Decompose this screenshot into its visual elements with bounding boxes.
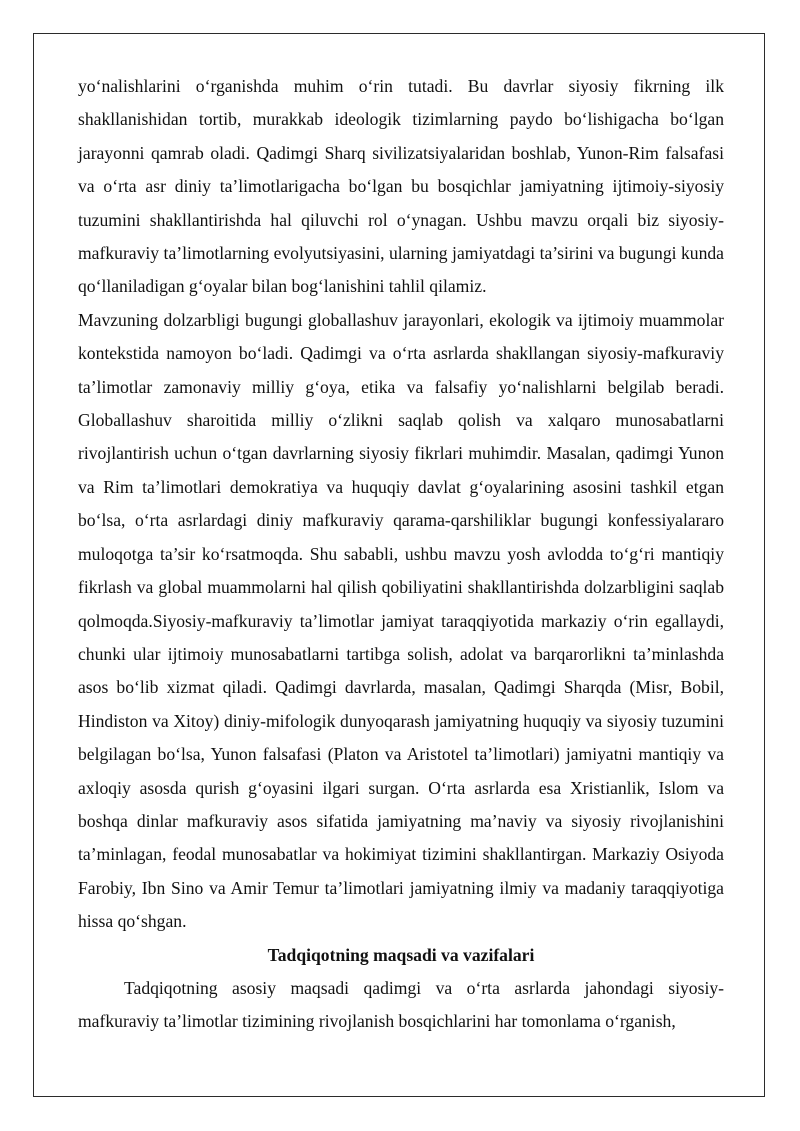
document-body <box>78 70 724 1039</box>
paragraph-research-goal: Tadqiqotning asosiy maqsadi qadimgi va o‘rta asrlarda jahondagi siyosiy-mafkuraviy ta’limotlar tizimining rivojlanish bosqichlarini har tomonlama o‘rganish, <box>78 977 724 1032</box>
paragraph-intro-continuation: yo‘nalishlarini o‘rganishda muhim o‘rin tutadi. Bu davrlar siyosiy fikrning ilk shakllanishidan tortib, murakkab ideologik tizimlarning paydo bo‘lishigacha bo‘lgan jarayonni qamrab oladi. Qadimgi Sharq sivilizatsiyalaridan boshlab, Yunon-Rim falsafasi va o‘rta asr diniy ta’limotlarigacha bo‘lgan bu bosqichlar jamiyatning ijtimoiy-siyosiy tuzumini shakllantirishda hal qiluvchi rol o‘ynagan. Ushbu mavzu orqali biz siyosiy-mafkuraviy ta’limotlarning evolyutsiyasini, ularning jamiyatdagi ta’sirini va bugungi kunda qo‘llaniladigan g‘oyalar bilan bog‘lanishini tahlil qilamiz. <box>78 76 724 297</box>
section-heading: Tadqiqotning maqsadi va vazifalari <box>267 944 535 965</box>
paragraph-relevance: Mavzuning dolzarbligi bugungi globallashuv jarayonlari, ekologik va ijtimoiy muammolar kontekstida namoyon bo‘ladi. Qadimgi va o‘rta asrlarda shakllangan siyosiy-mafkuraviy ta’limotlar zamonaviy milliy g‘oya, etika va falsafiy yo‘nalishlarni belgilab beradi. Globallashuv sharoitida milliy o‘zlikni saqlab qolish va xalqaro munosabatlarni rivojlantirish uchun o‘tgan davrlarning siyosiy fikrlari muhimdir. Masalan, qadimgi Yunon va Rim ta’limotlari demokratiya va huquqiy davlat g‘oyalarining asosini tashkil etgan bo‘lsa, o‘rta asrlardagi diniy mafkuraviy qarama-qarshiliklar bugungi konfessiyalararo muloqotga ta’sir ko‘rsatmoqda. Shu sababli, ushbu mavzu yosh avlodda to‘g‘ri mantiqiy fikrlash va global muammolarni hal qilish qobiliyatini shakllantirishda dolzarbligini saqlab qolmoqda.Siyosiy-mafkuraviy ta’limotlar jamiyat taraqqiyotida markaziy o‘rin egallaydi, chunki ular ijtimoiy munosabatlarni tartibga solish, adolat va barqarorlikni ta’minlashda asos bo‘lib xizmat qiladi. Qadimgi davrlarda, masalan, Qadimgi Sharqda (Misr, Bobil, Hindiston va Xitoy) diniy-mifologik dunyoqarash jamiyatning huquqiy va siyosiy tuzumini belgilagan bo‘lsa, Yunon falsafasi (Platon va Aristotel ta’limotlari) jamiyatni mantiqiy va axloqiy asosda qurish g‘oyasini ilgari surgan. O‘rta asrlarda esa Xristianlik, Islom va boshqa dinlar mafkuraviy asos sifatida jamiyatning ma’naviy va siyosiy rivojlanishini ta’minlagan, feodal munosabatlar va hokimiyat tizimini shakllantirgan. Markaziy Osiyoda Farobiy, Ibn Sino va Amir Temur ta’limotlari jamiyatning ilmiy va madaniy taraqqiyotiga hissa qo‘shgan. <box>78 309 724 932</box>
